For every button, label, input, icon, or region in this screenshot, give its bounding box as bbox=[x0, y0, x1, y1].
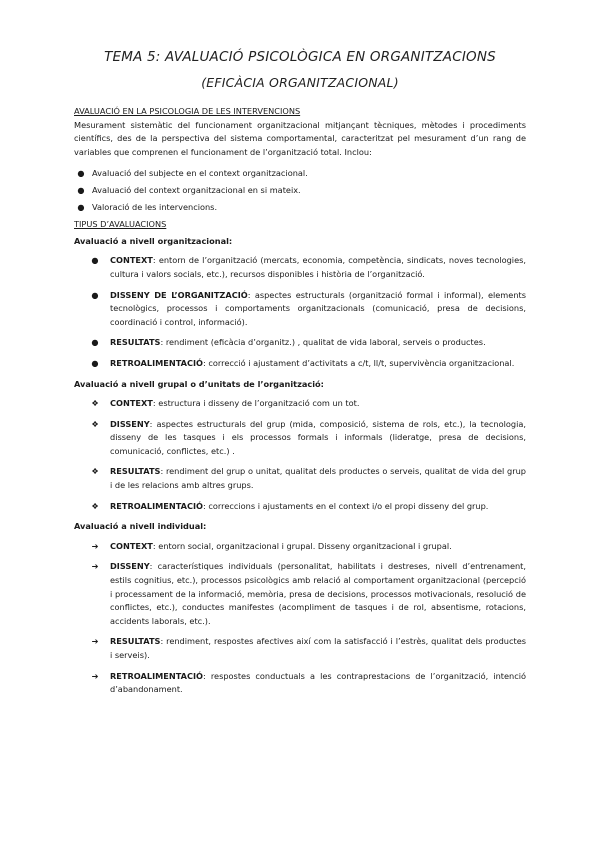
document-title: TEMA 5: AVALUACIÓ PSICOLÒGICA EN ORGANITZACIONS bbox=[104, 49, 496, 65]
section-heading: TIPUS D’AVALUACIONS bbox=[74, 219, 167, 230]
list-item: ❖ DISSENY: aspectes estructurals del grup (mida, composició, sistema de rols, etc.), la tecnologia, disseny de les tasques i els processos formals i informals (lideratge, presa de decisions, comunicació, conflictes, etc.) . bbox=[74, 418, 526, 459]
dot-bullet-icon: ● bbox=[91, 255, 99, 266]
group-list bbox=[74, 397, 526, 513]
dot-bullet-icon: ● bbox=[91, 337, 99, 348]
dot-bullet-icon: ● bbox=[77, 184, 85, 195]
list-item: ● Avaluació del subjecte en el context organitzacional. bbox=[74, 167, 526, 181]
list-item: ❖ RESULTATS: rendiment del grup o unitat, qualitat dels productes o serveis, qualitat de vida del grup i de les relacions amb altres grups. bbox=[74, 465, 526, 492]
arrow-bullet-icon: ➔ bbox=[91, 540, 99, 551]
dot-bullet-icon: ● bbox=[91, 357, 99, 368]
list-item: ● RETROALIMENTACIÓ: correcció i ajustament d’activitats a c/t, ll/t, supervivència organitzacional. bbox=[74, 357, 526, 371]
arrow-bullet-icon: ➔ bbox=[91, 670, 99, 681]
section-heading: AVALUACIÓ EN LA PSICOLOGIA DE LES INTERVENCIONS bbox=[74, 106, 301, 116]
list-item: ➔ CONTEXT: entorn social, organitzacional i grupal. Disseny organitzacional i grupal. bbox=[74, 540, 526, 554]
list-item: ● RESULTATS: rendiment (eficàcia d’organitz.) , qualitat de vida laboral, serveis o productes. bbox=[74, 336, 526, 350]
dot-bullet-icon: ● bbox=[77, 201, 85, 212]
subsection-title: Avaluació a nivell grupal o d’unitats de l’organització: bbox=[74, 378, 324, 389]
list-item: ❖ RETROALIMENTACIÓ: correccions i ajustaments en el context i/o el propi disseny del grup. bbox=[74, 500, 526, 514]
individual-list bbox=[74, 540, 526, 697]
list-item: ➔ RETROALIMENTACIÓ: respostes conductuals a les contraprestacions de l’organització, intenció d’abandonament. bbox=[74, 670, 526, 697]
arrow-bullet-icon: ➔ bbox=[91, 636, 99, 647]
list-item: ➔ DISSENY: característiques individuals (personalitat, habilitats i destreses, nivell d’entrenament, estils cognitius, etc.), processos psicològics amb relació al comportament organitzacional (percepció i processament de la informació, memòria, presa de decisions, processos motivacionals, resolució de conflictes, etc.), conductes manifestes (acompliment de tasques i de rol, absentisme, rotacions, accidents laborals, etc.). bbox=[74, 560, 526, 628]
document-body bbox=[74, 105, 526, 704]
organizational-list bbox=[74, 254, 526, 370]
section-paragraph: Mesurament sistemàtic del funcionament organitzacional mitjançant tècniques, mètodes i procediments científics, des de la perspectiva del sistema comportamental, caracteritzat pel mesurament d’un rang de variables que comprenen el funcionament de l’organització total. Inclou: bbox=[74, 119, 526, 157]
diamond-bullet-icon: ❖ bbox=[91, 418, 99, 429]
list-item: ● CONTEXT: entorn de l’organització (mercats, economia, competència, sindicats, noves tecnologies, cultura i valors socials, etc.), recursos disponibles i història de l’organització. bbox=[74, 254, 526, 281]
list-item: ● DISSENY DE L’ORGANITZACIÓ: aspectes estructurals (organització formal i informal), elements tecnològics, processos i comportaments organitzacionals (comunicació, presa de decisions, coordinació i control, informació). bbox=[74, 289, 526, 330]
subsection-title: Avaluació a nivell individual: bbox=[74, 521, 207, 532]
list-item: ● Avaluació del context organitzacional en si mateix. bbox=[74, 184, 526, 198]
arrow-bullet-icon: ➔ bbox=[91, 561, 99, 572]
diamond-bullet-icon: ❖ bbox=[91, 398, 99, 409]
document-subtitle: (EFICÀCIA ORGANITZACIONAL) bbox=[201, 75, 399, 90]
list-item: ➔ RESULTATS: rendiment, respostes afectives així com la satisfacció i l’estrès, qualitat dels productes i serveis). bbox=[74, 635, 526, 662]
subsection-title: Avaluació a nivell organitzacional: bbox=[74, 235, 233, 246]
dot-bullet-icon: ● bbox=[91, 289, 99, 300]
list-item: ● Valoració de les intervencions. bbox=[74, 201, 526, 215]
dot-bullet-icon: ● bbox=[77, 168, 85, 179]
list-item: ❖ CONTEXT: estructura i disseny de l’organització com un tot. bbox=[74, 397, 526, 411]
diamond-bullet-icon: ❖ bbox=[91, 466, 99, 477]
bullet-list bbox=[74, 167, 526, 214]
diamond-bullet-icon: ❖ bbox=[91, 500, 99, 511]
